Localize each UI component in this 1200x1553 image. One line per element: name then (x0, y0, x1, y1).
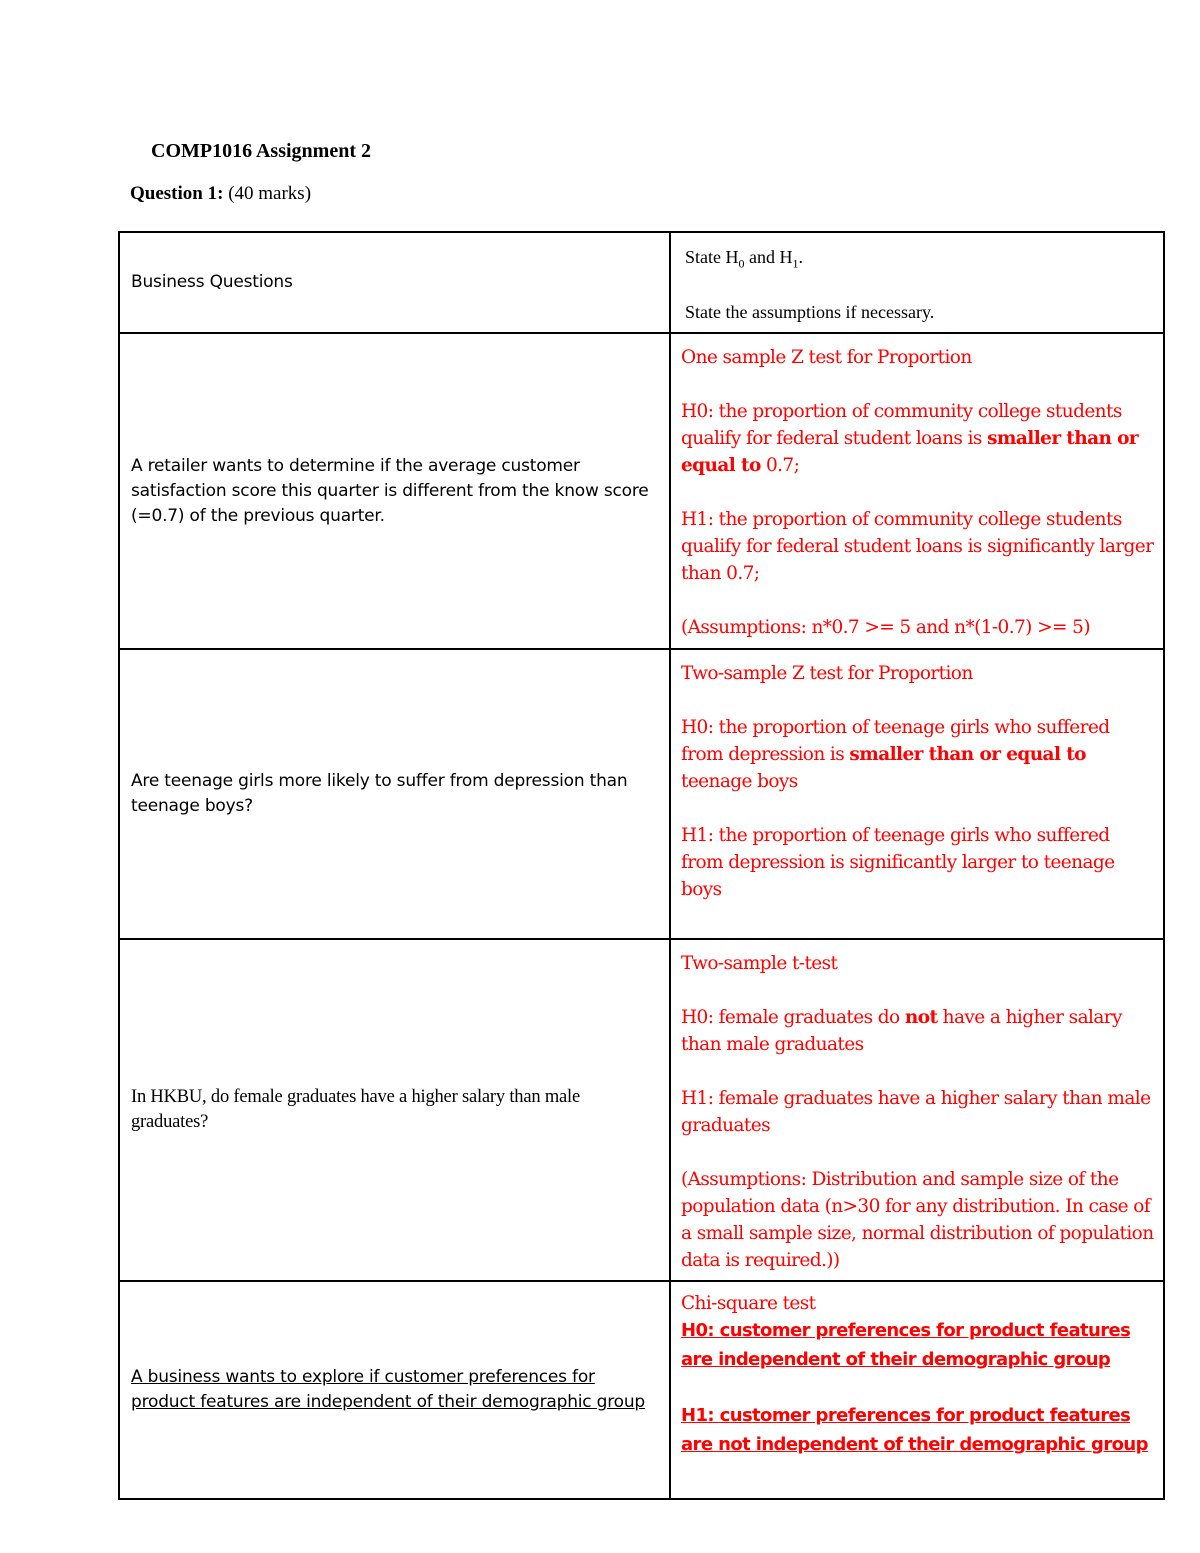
header-state-assumptions: State the assumptions if necessary. (685, 301, 935, 322)
table-row (119, 1281, 1164, 1499)
test-name: Chi-square test (681, 1293, 816, 1314)
question-text: A retailer wants to determine if the average customer satisfaction score this quarter is different from the know score (=0.7) of the previous quarter. (131, 455, 649, 526)
question-cell (119, 333, 670, 649)
table-row (119, 939, 1164, 1281)
test-name: One sample Z test for Proportion (681, 347, 972, 368)
question-text: A business wants to explore if customer preferences for product features are independent of their demographic group (131, 1367, 646, 1412)
null-hypothesis: H0: customer preferences for product features are independent of their demographic group (681, 1320, 1131, 1370)
answer-cell (670, 1281, 1164, 1499)
test-name: Two-sample Z test for Proportion (681, 663, 973, 684)
assumptions: (Assumptions: Distribution and sample size of the population data (n>30 for any distribution. In case of a small sample size, normal distribution of population data is required.)) (681, 1169, 1154, 1271)
answer-cell (670, 939, 1164, 1281)
table-row (119, 649, 1164, 939)
alternative-hypothesis: H1: female graduates have a higher salary than male graduates (681, 1088, 1151, 1136)
alternative-hypothesis: H1: the proportion of teenage girls who suffered from depression is significantly larger to teenage boys (681, 825, 1115, 900)
null-hypothesis: H0: female graduates do not have a higher salary than male graduates (681, 1007, 1122, 1055)
question-text: Are teenage girls more likely to suffer from depression than teenage boys? (131, 771, 628, 816)
header-left-cell (119, 232, 670, 333)
document-title: COMP1016 Assignment 2 (151, 140, 371, 162)
header-business-questions: Business Questions (131, 272, 293, 292)
table-header-row (119, 232, 1164, 333)
null-hypothesis: H0: the proportion of community college students qualify for federal student loans is smaller than or equal to 0.7; (681, 401, 1139, 476)
header-state-hypotheses: State $H_0$ and $H_1$. (685, 247, 803, 271)
assumptions: (Assumptions: n*0.7 >= 5 and n*(1-0.7) >= 5) (681, 617, 1090, 638)
question-marks: (40 marks) (228, 183, 312, 204)
hypothesis-table (118, 231, 1165, 1500)
question-heading (130, 183, 311, 205)
alternative-hypothesis: H1: the proportion of community college students qualify for federal student loans is significantly larger than 0.7; (681, 509, 1154, 584)
question-label: Question 1: (130, 183, 224, 204)
table-row (119, 333, 1164, 649)
question-text: In HKBU, do female graduates have a higher salary than male graduates? (131, 1087, 580, 1132)
alternative-hypothesis: H1: customer preferences for product features are not independent of their demographic group (681, 1405, 1148, 1455)
header-right-cell (670, 232, 1164, 333)
question-cell (119, 939, 670, 1281)
null-hypothesis: H0: the proportion of teenage girls who suffered from depression is smaller than or equal to teenage boys (681, 717, 1110, 792)
question-cell (119, 649, 670, 939)
answer-cell (670, 649, 1164, 939)
test-name: Two-sample t-test (681, 953, 838, 974)
answer-cell (670, 333, 1164, 649)
question-cell (119, 1281, 670, 1499)
